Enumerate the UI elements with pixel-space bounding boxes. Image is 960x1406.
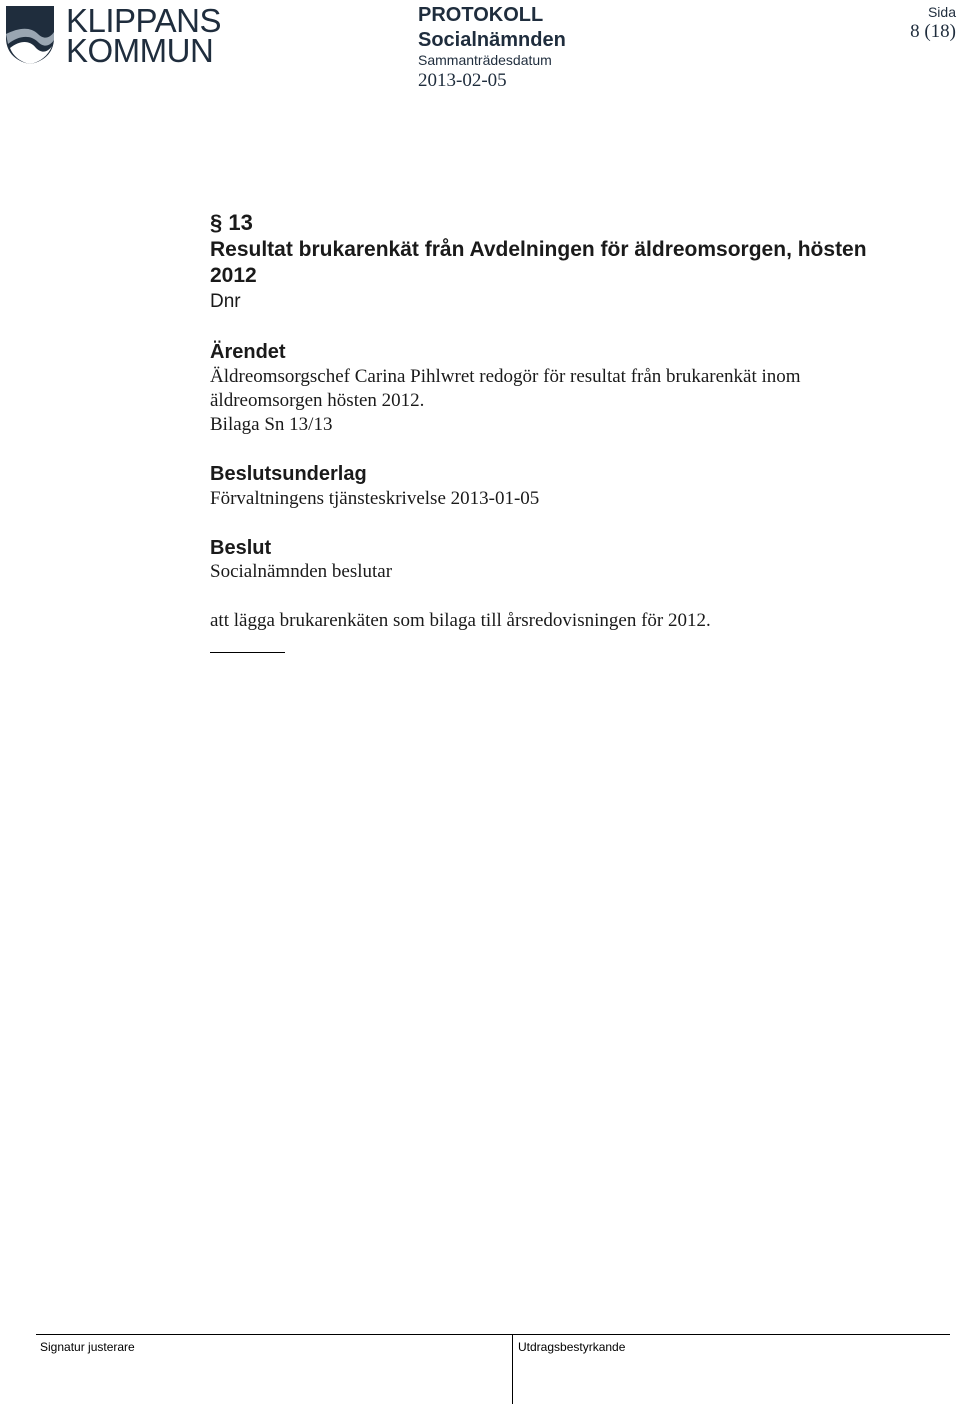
- beslutsunderlag-text: Förvaltningens tjänsteskrivelse 2013-01-05: [210, 488, 540, 509]
- page-label: Sida: [927, 4, 956, 20]
- arendet-heading: Ärendet: [210, 341, 286, 363]
- beslut-heading: Beslut: [210, 537, 272, 559]
- logo-line-1: KLIPPANS: [66, 2, 221, 39]
- meeting-date-label: Sammanträdesdatum: [418, 52, 552, 68]
- document-type: PROTOKOLL: [418, 4, 544, 26]
- arendet-text-line-2: äldreomsorgen hösten 2012.: [210, 390, 425, 411]
- beslut-text: Socialnämnden beslutar: [210, 561, 393, 582]
- coat-of-arms-icon: [4, 4, 60, 66]
- page-number: 8 (18): [910, 21, 956, 42]
- item-title: [210, 237, 950, 289]
- signature-adjuster-label: Signatur justerare: [40, 1340, 135, 1354]
- item-title-line-1: Resultat brukarenkät från Avdelningen för äldreomsorgen, hösten: [210, 238, 867, 261]
- paragraph-symbol: §: [210, 210, 223, 235]
- footer-divider: [512, 1334, 513, 1404]
- logo-line-2: KOMMUN: [66, 32, 214, 69]
- section-end-rule: [210, 652, 285, 653]
- logo-wordmark: [66, 2, 221, 69]
- item-title-line-2: 2012: [210, 264, 257, 287]
- committee-name: Socialnämnden: [418, 29, 566, 51]
- attachment-reference: Bilaga Sn 13/13: [210, 414, 333, 435]
- extract-certification-label: Utdragsbestyrkande: [518, 1340, 626, 1354]
- beslutsunderlag-heading: Beslutsunderlag: [210, 463, 367, 485]
- meeting-date: 2013-02-05: [418, 70, 507, 91]
- arendet-text-line-1: Äldreomsorgschef Carina Pihlwret redogör för resultat från brukarenkät inom: [210, 366, 801, 387]
- footer-rule: [36, 1334, 950, 1335]
- municipality-logo: [4, 2, 221, 69]
- paragraph-heading: [210, 210, 253, 236]
- dnr-label: Dnr: [210, 291, 241, 312]
- beslut-decision: att lägga brukarenkäten som bilaga till årsredovisningen för 2012.: [210, 610, 711, 631]
- paragraph-number: 13: [228, 210, 253, 235]
